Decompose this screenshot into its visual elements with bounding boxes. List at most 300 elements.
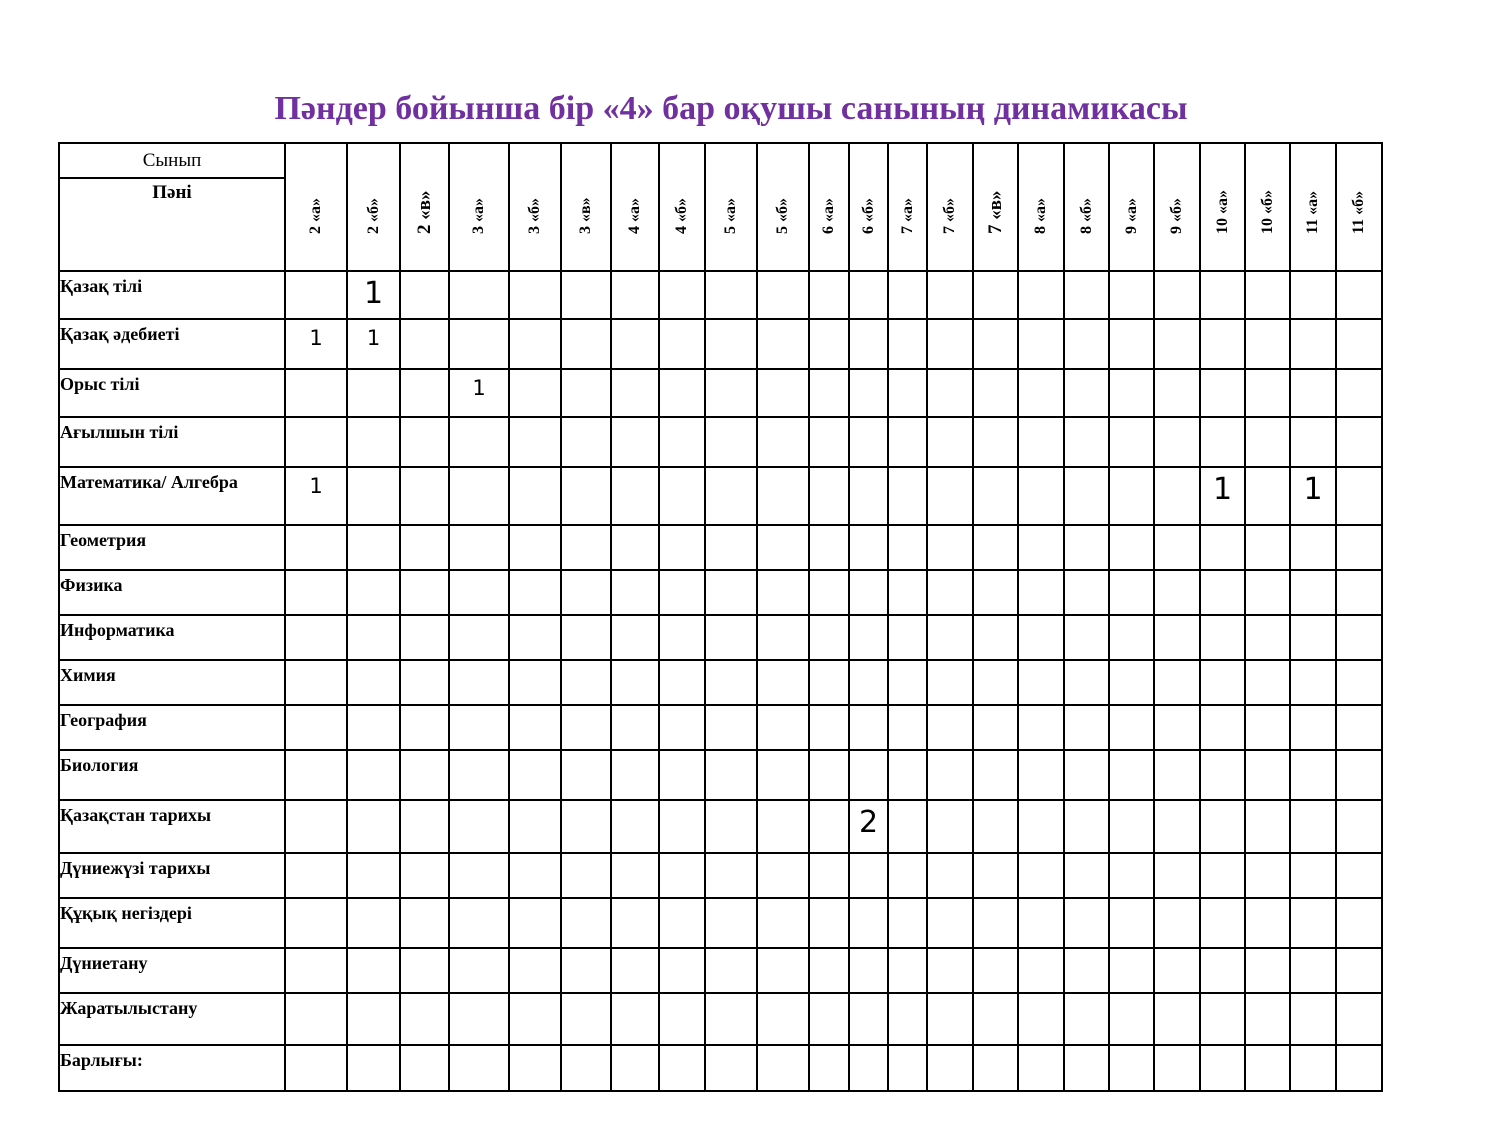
grade-count-value [1246,272,1289,278]
grade-count-value [928,751,972,757]
grade-count-cell [1064,1045,1109,1091]
grade-count-cell [973,660,1018,705]
class-header-label: 6 «б» [859,198,877,234]
grade-count-value [928,370,972,376]
grade-count-value [450,751,508,757]
grade-count-cell [347,898,400,948]
grade-count-value [660,571,704,577]
grade-count-cell [347,750,400,800]
grade-count-cell [561,1045,611,1091]
grade-count-cell [1109,993,1154,1045]
grade-count-value [612,616,658,622]
grade-count-cell [1154,800,1200,853]
grade-count-value [928,706,972,712]
grade-count-value [562,899,610,905]
grade-count-cell [1200,417,1245,467]
grade-count-value [348,526,399,532]
grade-count-cell [757,800,809,853]
grade-count-value [1065,706,1108,712]
grade-count-value [1201,899,1244,905]
grade-count-value: 2 [858,805,879,840]
grade-count-cell [1245,570,1290,615]
grade-count-value [660,949,704,955]
grade-count-cell [659,853,705,898]
grade-count-cell [509,853,561,898]
grade-count-cell [285,705,347,750]
grade-count-value [810,751,848,757]
grade-count-value [1155,418,1199,424]
grade-count-cell [705,853,757,898]
class-header-cell [1109,143,1154,271]
grade-count-value [401,616,448,622]
grade-count-value [1019,468,1063,474]
class-header-label: 10 «б» [1258,190,1276,234]
grade-count-value [660,751,704,757]
grade-count-value [510,370,560,376]
grade-count-value [1291,272,1335,278]
grade-count-cell [888,417,927,467]
grade-count-value [1155,571,1199,577]
grade-count-value [348,468,399,474]
grade-count-cell [449,898,509,948]
grade-count-value [889,661,926,667]
grade-count-cell [659,369,705,417]
grade-count-cell [1200,369,1245,417]
grade-count-cell [1290,853,1336,898]
grade-count-cell [1109,660,1154,705]
grade-count-cell [1154,369,1200,417]
grade-count-value [286,994,346,1000]
grade-count-value [706,272,756,278]
grade-count-cell [1290,1045,1336,1091]
grade-count-cell [1018,853,1064,898]
grade-count-cell [449,369,509,417]
grade-count-cell [1290,948,1336,993]
grade-count-cell [973,1045,1018,1091]
grade-count-cell [973,948,1018,993]
grade-count-value [348,854,399,860]
class-header-label: 2 «а» [307,198,324,234]
grade-count-cell [561,271,611,319]
grade-count-cell [561,993,611,1045]
grade-count-value [1246,571,1289,577]
grade-count-cell [757,369,809,417]
grade-count-cell [611,467,659,525]
grade-count-cell [888,750,927,800]
grade-count-cell [705,993,757,1045]
class-header-cell [757,143,809,271]
grade-count-value [450,949,508,955]
grade-count-cell [973,467,1018,525]
grade-count-value [1337,468,1381,474]
grade-count-cell [659,705,705,750]
grade-count-value [706,751,756,757]
grade-count-value [706,418,756,424]
grade-count-value [810,370,848,376]
grade-count-value [286,899,346,905]
grade-count-cell [1064,705,1109,750]
subject-name: Қазақстан тарихы [59,800,285,853]
grade-count-cell [1290,271,1336,319]
grade-count-cell [927,800,973,853]
grade-count-cell [927,705,973,750]
grade-count-cell [611,705,659,750]
subject-name: Биология [59,750,285,800]
grade-count-value [889,571,926,577]
grade-count-value [1201,751,1244,757]
grade-count-cell [1018,1045,1064,1091]
grade-count-cell [1109,467,1154,525]
grade-count-value [706,706,756,712]
grade-count-value [612,899,658,905]
grade-count-cell [888,467,927,525]
grade-count-value [1291,418,1335,424]
grade-count-value [1155,751,1199,757]
subject-name: Барлығы: [59,1045,285,1091]
grade-count-cell [888,271,927,319]
grade-count-cell [1245,271,1290,319]
class-header-label: 3 «б» [526,198,543,234]
grade-count-value [1246,801,1289,807]
grade-count-value [706,899,756,905]
grade-count-value [562,272,610,278]
grade-count-cell [659,570,705,615]
grade-count-value [1155,526,1199,532]
grade-count-value [510,320,560,326]
grade-count-value [974,854,1017,860]
grade-count-value [928,899,972,905]
grade-count-cell [973,369,1018,417]
grade-count-cell [849,948,888,993]
grade-count-cell [1200,660,1245,705]
grade-count-cell [449,525,509,570]
grade-count-cell [927,319,973,369]
grade-count-value [1246,661,1289,667]
grade-count-cell [400,948,449,993]
grade-count-cell [1290,898,1336,948]
grade-count-cell [1154,898,1200,948]
grade-count-cell [659,271,705,319]
subject-name: Дүниежүзі тарихы [59,853,285,898]
grade-count-cell [611,615,659,660]
grade-count-value [1110,616,1153,622]
grade-count-cell [285,1045,347,1091]
grade-count-cell [611,898,659,948]
grade-count-cell [888,898,927,948]
grade-count-value [612,468,658,474]
grade-count-value [286,418,346,424]
table-row [59,948,1382,993]
grade-count-cell [347,705,400,750]
grade-count-value [612,854,658,860]
grade-count-value [706,320,756,326]
grade-count-value [612,949,658,955]
grade-count-value [850,949,887,955]
grade-count-cell [927,417,973,467]
grade-count-value [1337,899,1381,905]
grade-count-value [1291,801,1335,807]
grade-count-value [1019,661,1063,667]
grade-count-value [850,899,887,905]
grade-count-cell [285,319,347,369]
grade-count-value [660,418,704,424]
grade-count-cell [705,898,757,948]
grade-count-value [706,854,756,860]
grade-count-value [1019,1046,1063,1052]
grade-count-value [1065,468,1108,474]
grade-count-value [1246,854,1289,860]
grade-count-value [928,1046,972,1052]
grade-count-cell [1200,948,1245,993]
grade-count-cell [561,948,611,993]
class-header-cell [400,143,449,271]
grade-count-value [1201,1046,1244,1052]
grade-count-cell [1336,705,1382,750]
grade-count-value [510,854,560,860]
grades-table [58,142,1383,1092]
grade-count-value [889,994,926,1000]
class-header-cell [705,143,757,271]
grade-count-cell [927,570,973,615]
grade-count-cell [1336,319,1382,369]
grade-count-value [889,616,926,622]
class-header-cell [1018,143,1064,271]
grade-count-cell [927,467,973,525]
grade-count-cell [757,525,809,570]
grade-count-value [510,994,560,1000]
class-header-label: 10 «а» [1213,190,1231,234]
grade-count-value [401,370,448,376]
grade-count-value [450,418,508,424]
grade-count-cell [449,853,509,898]
grade-count-value [450,661,508,667]
grade-count-cell [1064,615,1109,660]
grade-count-cell [611,750,659,800]
grade-count-cell [705,570,757,615]
grade-count-cell [849,993,888,1045]
grade-count-cell [973,319,1018,369]
grade-count-cell [561,898,611,948]
grade-count-cell [849,853,888,898]
grade-count-value [706,616,756,622]
grade-count-value [889,751,926,757]
grade-count-value [1201,571,1244,577]
grade-count-value [286,751,346,757]
grade-count-cell [449,660,509,705]
grade-count-value [1155,854,1199,860]
grade-count-cell [347,525,400,570]
grade-count-cell [809,948,849,993]
grade-count-cell [1245,705,1290,750]
class-header-cell [1200,143,1245,271]
grade-count-value [974,616,1017,622]
grade-count-cell [757,660,809,705]
grade-count-cell [611,993,659,1045]
grade-count-value [1291,854,1335,860]
grade-count-cell [1154,271,1200,319]
grade-count-cell [611,369,659,417]
grade-count-cell [449,705,509,750]
grade-count-cell [1336,525,1382,570]
grade-count-cell [888,705,927,750]
grade-count-cell [757,271,809,319]
grade-count-cell [509,993,561,1045]
grade-count-cell [849,615,888,660]
table-row [59,570,1382,615]
grade-count-cell [849,369,888,417]
grade-count-value [1201,706,1244,712]
grade-count-cell [1154,615,1200,660]
subject-name: Жаратылыстану [59,993,285,1045]
grade-count-cell [659,615,705,660]
class-header-label: 5 «а» [722,198,739,234]
grade-count-value [810,854,848,860]
class-header-cell [611,143,659,271]
grade-count-cell [1109,525,1154,570]
grade-count-cell [973,705,1018,750]
grade-count-value [1337,526,1381,532]
grade-count-value [612,801,658,807]
grade-count-cell [973,570,1018,615]
grade-count-value: 1 [366,326,381,350]
grade-count-value [1065,661,1108,667]
class-header-cell [1290,143,1336,271]
grade-count-cell [1200,615,1245,660]
subject-name: Физика [59,570,285,615]
grade-count-value [810,949,848,955]
grade-count-cell [1064,993,1109,1045]
grade-count-cell [659,750,705,800]
grade-count-cell [659,417,705,467]
grade-count-cell [285,615,347,660]
grade-count-cell [561,319,611,369]
grade-count-cell [449,948,509,993]
class-header-label: 3 «в» [577,197,594,234]
class-header-cell [1064,143,1109,271]
grade-count-value [562,854,610,860]
grade-count-cell [1336,898,1382,948]
class-header-label: 2 «в» [413,190,435,234]
grade-count-value [1019,370,1063,376]
grade-count-value [850,661,887,667]
grade-count-value [1065,526,1108,532]
grade-count-cell [1245,898,1290,948]
table-row [59,467,1382,525]
grade-count-value [1201,616,1244,622]
grade-count-value [1065,616,1108,622]
grade-count-value [1019,616,1063,622]
grade-count-value [1291,1046,1335,1052]
grade-count-cell [927,615,973,660]
grade-count-value [1155,994,1199,1000]
grade-count-value [758,571,808,577]
grade-count-cell [1200,570,1245,615]
grade-count-value [1337,661,1381,667]
grade-count-value [974,751,1017,757]
subject-name: Құқық негіздері [59,898,285,948]
grade-count-cell [1290,369,1336,417]
grade-count-value [889,854,926,860]
grade-count-cell [1336,800,1382,853]
grade-count-value [850,616,887,622]
grade-count-value [562,616,610,622]
grade-count-cell [1064,369,1109,417]
grade-count-cell [611,800,659,853]
grade-count-cell [561,467,611,525]
grade-count-value [850,751,887,757]
subject-name: Математика/ Алгебра [59,467,285,525]
grade-count-value [1337,706,1381,712]
grade-count-value [758,616,808,622]
grade-count-value [1246,468,1289,474]
subject-name: Химия [59,660,285,705]
class-header-label: 11 «б» [1350,190,1367,234]
grade-count-cell [659,800,705,853]
grade-count-cell [1018,271,1064,319]
grade-count-value [1155,370,1199,376]
class-header-label: 8 «а» [1032,198,1049,234]
grade-count-value [660,320,704,326]
grade-count-value [1155,616,1199,622]
grade-count-cell [888,369,927,417]
grade-count-value [850,854,887,860]
class-header-label: 11 «а» [1304,190,1321,234]
grade-count-cell [1200,993,1245,1045]
grade-count-cell [1245,525,1290,570]
grade-count-cell [285,417,347,467]
grade-count-cell [285,993,347,1045]
grade-count-value [660,370,704,376]
grade-count-cell [1109,853,1154,898]
class-header-cell [809,143,849,271]
grade-count-value [1065,571,1108,577]
class-header-label: 4 «б» [673,198,690,234]
grade-count-cell [659,948,705,993]
grade-count-value [401,571,448,577]
grade-count-cell [757,898,809,948]
grade-count-value [286,616,346,622]
grade-count-cell [561,750,611,800]
grade-count-value [660,526,704,532]
grade-count-value [889,320,926,326]
grade-count-value [450,616,508,622]
grade-count-value [510,616,560,622]
grade-count-cell [1109,369,1154,417]
grade-count-value [450,320,508,326]
grade-count-value [286,706,346,712]
grade-count-value [1201,801,1244,807]
grade-count-value [928,616,972,622]
grade-count-cell [347,615,400,660]
grade-count-cell [285,525,347,570]
grade-count-cell [1018,369,1064,417]
grade-count-cell [449,750,509,800]
grade-count-value [706,801,756,807]
grade-count-cell [509,750,561,800]
grade-count-value [1291,751,1335,757]
grade-count-cell [1064,271,1109,319]
grade-count-value [706,468,756,474]
grade-count-value [510,801,560,807]
grade-count-value [810,706,848,712]
table-row [59,750,1382,800]
grade-count-value [1019,899,1063,905]
grade-count-value [1337,616,1381,622]
grade-count-cell [561,705,611,750]
grade-count-value [850,706,887,712]
table-row [59,319,1382,369]
grade-count-cell [1064,467,1109,525]
